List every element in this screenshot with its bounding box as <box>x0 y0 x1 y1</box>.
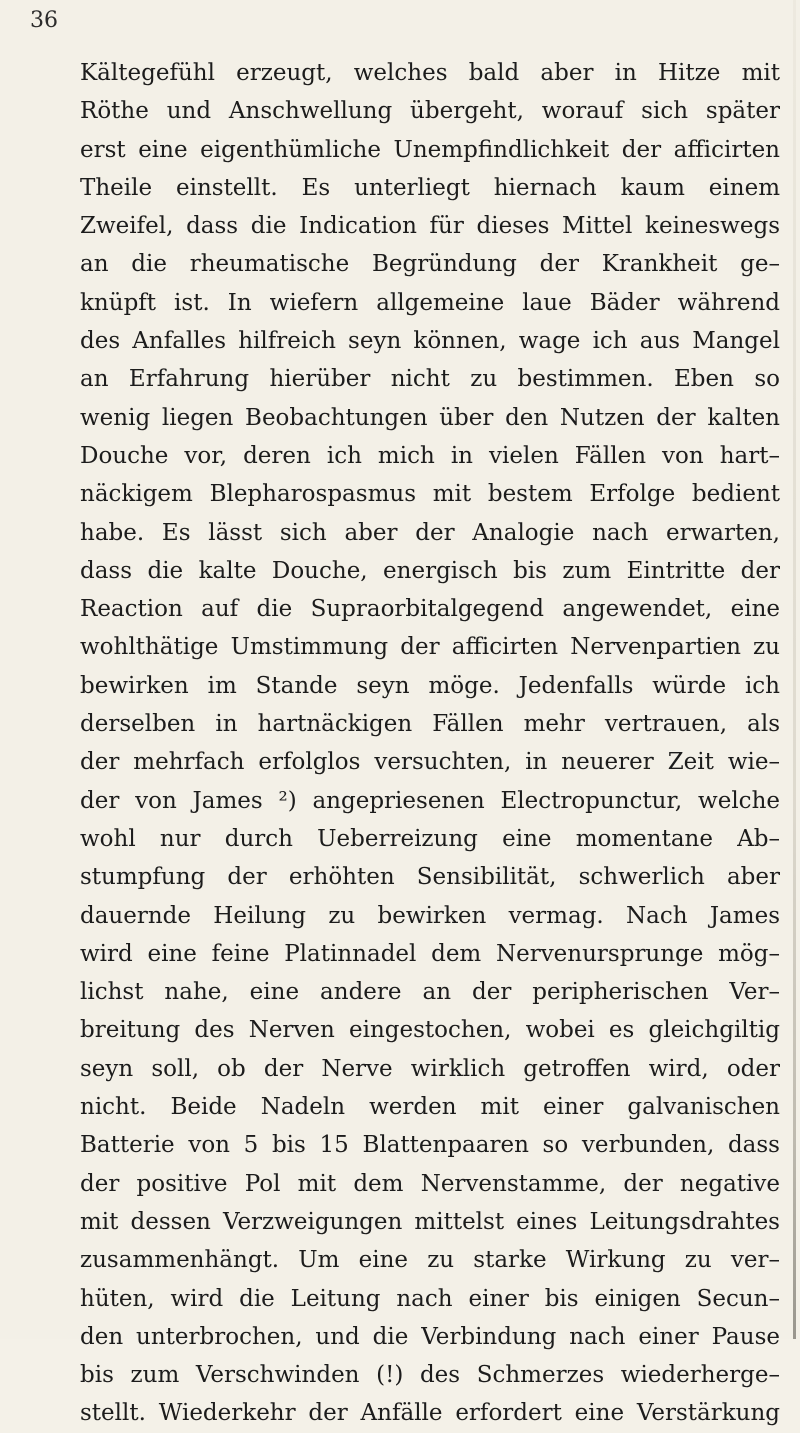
text-line: nicht. Beide Nadeln werden mit einer galvanischen <box>80 1094 780 1121</box>
text-line: Douche vor, deren ich mich in vielen Fällen von hart– <box>80 442 780 469</box>
text-line: breitung des Nerven eingestochen, wobei es gleichgiltig <box>80 1017 780 1044</box>
text-line: wenig liegen Beobachtungen über den Nutzen der kalten <box>80 404 780 431</box>
text-line: des Anfalles hilfreich seyn können, wage ich aus Mangel <box>80 328 780 355</box>
text-line: knüpft ist. In wiefern allgemeine laue Bäder während <box>80 289 780 316</box>
text-line: der von James ²) angepriesenen Electropunctur, welche <box>80 787 780 814</box>
page-edge-shadow <box>793 0 796 1339</box>
text-line: hüten, wird die Leitung nach einer bis einigen Secun– <box>80 1285 780 1312</box>
text-line: erst eine eigenthümliche Unempfindlichkeit der afficirten <box>80 136 780 163</box>
text-line: Batterie von 5 bis 15 Blattenpaaren so verbunden, dass <box>80 1132 780 1159</box>
text-line: stumpfung der erhöhten Sensibilität, schwerlich aber <box>80 864 780 891</box>
text-line: näckigem Blepharospasmus mit bestem Erfolge bedient <box>80 481 780 508</box>
text-line: Röthe und Anschwellung übergeht, worauf sich später <box>80 98 780 125</box>
text-line: der mehrfach erfolglos versuchten, in neuerer Zeit wie– <box>80 749 780 776</box>
text-line: stellt. Wiederkehr der Anfälle erfordert eine Verstärkung <box>80 1400 780 1427</box>
text-line: wird eine feine Platinnadel dem Nervenursprunge mög– <box>80 940 780 967</box>
text-line: seyn soll, ob der Nerve wirklich getroffen wird, oder <box>80 1055 780 1082</box>
text-line: bewirken im Stande seyn möge. Jedenfalls würde ich <box>80 672 780 699</box>
body-text <box>80 54 780 1433</box>
text-line: lichst nahe, eine andere an der peripherischen Ver– <box>80 979 780 1006</box>
text-line: mit dessen Verzweigungen mittelst eines Leitungsdrahtes <box>80 1208 780 1235</box>
text-line: an Erfahrung hierüber nicht zu bestimmen. Eben so <box>80 366 780 393</box>
text-line: wohl nur durch Ueberreizung eine momentane Ab– <box>80 825 780 852</box>
text-line: der positive Pol mit dem Nervenstamme, der negative <box>80 1170 780 1197</box>
text-line: dass die kalte Douche, energisch bis zum Eintritte der <box>80 557 780 584</box>
text-line: wohlthätige Umstimmung der afficirten Nervenpartien zu <box>80 634 780 661</box>
text-line: Kältegefühl erzeugt, welches bald aber in Hitze mit <box>80 60 780 86</box>
text-line: zusammenhängt. Um eine zu starke Wirkung zu ver– <box>80 1247 780 1274</box>
page-number: 36 <box>30 8 58 33</box>
text-line: bis zum Verschwinden (!) des Schmerzes wiederherge– <box>80 1362 780 1389</box>
text-line: Reaction auf die Supraorbitalgegend angewendet, eine <box>80 596 780 623</box>
text-line: dauernde Heilung zu bewirken vermag. Nach James <box>80 902 780 929</box>
text-line: den unterbrochen, und die Verbindung nach einer Pause <box>80 1323 780 1350</box>
text-line: derselben in hartnäckigen Fällen mehr vertrauen, als <box>80 711 780 738</box>
text-line: habe. Es lässt sich aber der Analogie nach erwarten, <box>80 519 780 546</box>
text-line: Theile einstellt. Es unterliegt hiernach kaum einem <box>80 174 780 201</box>
text-line: Zweifel, dass die Indication für dieses Mittel keineswegs <box>80 213 780 240</box>
text-line: an die rheumatische Begründung der Krankheit ge– <box>80 251 780 278</box>
